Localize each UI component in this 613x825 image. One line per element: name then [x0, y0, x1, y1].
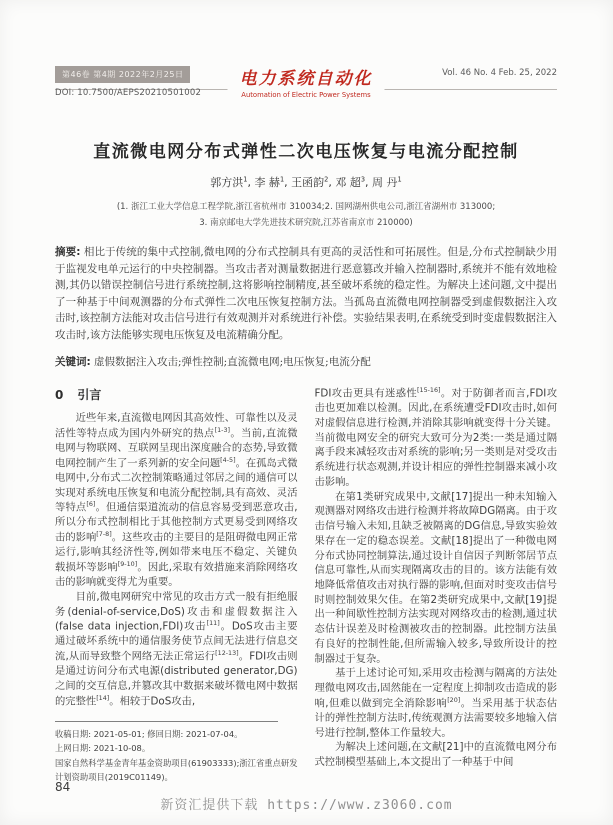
left-paragraphs	[55, 411, 298, 715]
author-affiliation-mark: 1	[243, 175, 248, 184]
right-column	[315, 386, 558, 784]
section-heading	[55, 386, 298, 403]
citation-superscript: [14]	[96, 693, 110, 702]
citation-superscript: [4-5]	[220, 455, 236, 464]
citation-superscript: [15-16]	[417, 386, 441, 395]
citation-superscript: [7-8]	[96, 530, 112, 539]
keywords-label: 关键词:	[55, 355, 91, 368]
paper-title: 直流微电网分布式弹性二次电压恢复与电流分配控制	[93, 142, 519, 162]
page-number: 84	[55, 780, 71, 794]
header-left	[55, 62, 201, 98]
abstract-text: 相比于传统的集中式控制,微电网的分布式控制具有更高的灵活性和可拓展性。但是,分布式控制缺少用于监视发电单元运行的中央控制器。当攻击者对测量数据进行恶意篡改并输入控制器时,系统并不能有效地检测,其仍以错误控制信号进行系统控制,这将影响控制精度,甚至破坏系统的稳定性。为解决上述问题,文中提出了一种基于中间观测器的分布式弹性二次电压恢复控制方法。当孤岛直流微电网控制器受到虚假数据注入攻击时,该控制方法能对攻击信号进行有效观测并对系统进行补偿。实验结果表明,在系统受到时变虚假数据注入攻击时,该方法能够实现电压恢复及电流精确分配。	[55, 246, 557, 341]
watermark: 新资汇提供下载 https://www.z3060.com	[160, 798, 453, 813]
author-name: 王函韵	[291, 176, 325, 189]
citation-superscript: [11]	[206, 619, 220, 628]
body-paragraph: 基于上述讨论可知,采用攻击检测与隔离的方法处理微电网攻击,固然能在一定程度上抑制攻击造成的影响,但难以做到完全消除影响[20]。当采用基于状态估计的弹性控制方法时,传统观测方法需要较多地输入信号进行控制,整体工作量较大。	[314, 667, 557, 739]
body-paragraph: 近些年来,直流微电网因其高效性、可靠性以及灵活性等特点成为国内外研究的热点[1-3]。当前,直流微电网与物联网、互联网呈现出深度融合的态势,导致微电网控制产生了一系列新的安全问题[4-5]。在孤岛式微电网中,分布式二次控制策略通过邻居之间的通信可以实现对系统电压恢复和电流分配控制,具有高效、灵活等特点[6]。但通信渠道流动的信息容易受到恶意攻击,所以分布式控制相比于其他控制方式更易受到网络攻击的影响[7-8]。这些攻击的主要目的是阻碍微电网正常运行,影响其经济性等,例如带来电压不稳定、关键负载损坏等影响[9-10]。因此,采取有效措施来消除网络攻击的影响就变得尤为重要。	[55, 412, 298, 589]
citation-superscript: [1-3]	[214, 425, 231, 434]
footnote-rule	[55, 721, 278, 722]
footnote-line: 国家自然科学基金青年基金资助项目(61903333);浙江省重点研发计划资助项目(2019C01149)。	[55, 757, 298, 782]
journal-name-en: Automation of Electric Power Systems	[241, 91, 371, 99]
abstract-label: 摘要:	[55, 246, 81, 259]
left-column	[55, 386, 298, 784]
body-columns	[55, 386, 557, 784]
citation-superscript: [12-13]	[215, 649, 239, 658]
author-name: 周 丹	[372, 176, 398, 189]
journal-header	[55, 62, 557, 110]
author-affiliation-mark: 2	[324, 175, 329, 184]
page-content	[55, 62, 557, 784]
body-paragraph: 为解决上述问题,在文献[21]中的直流微电网分布式控制模型基础上,本文提出了一种基于中间	[314, 741, 557, 768]
footnote	[55, 721, 298, 784]
abstract	[55, 244, 557, 343]
author-name: 邓 超	[335, 176, 361, 189]
author-affiliation-mark: 3	[360, 175, 366, 184]
author-name: 李 赫	[254, 176, 280, 189]
author-line: 郭方洪$^1$, 李 赫$^1$, 王函韵$^2$, 邓 超$^3$, 周 丹$^1$	[210, 175, 402, 189]
author-affiliation-mark: 1	[397, 175, 402, 184]
section-title: 引言	[77, 388, 102, 403]
footnote-line: 上网日期: 2021-10-08。	[55, 743, 151, 754]
doi: DOI: 10.7500/AEPS20210501002	[55, 88, 202, 98]
keywords	[55, 354, 557, 370]
issue-info: 第46卷 第4期 2022年2月25日	[55, 66, 190, 83]
author-name: 郭方洪	[210, 176, 244, 189]
citation-superscript: [6]	[86, 500, 96, 509]
footnote-line: 收稿日期: 2021-05-01; 修回日期: 2021-07-04。	[55, 729, 243, 740]
right-paragraphs	[315, 386, 558, 784]
journal-name-cn: 电力系统自动化	[239, 69, 373, 89]
body-paragraph: 在第1类研究成果中,文献[17]提出一种未知输入观测器对网络攻击进行检测并将故障DG隔离。由于攻击信号输入未知,且缺乏被隔离的DG信息,导致实验效果存在一定的稳态误差。文献[18]提出了一种微电网分布式协同控制算法,通过设计自信因子判断邻居节点信息可靠性,从而实现隔离攻击的目的。该方法能有效地降低常值攻击对执行器的影响,但面对时变攻击信号时则控制效果欠佳。在第2类研究成果中,文献[19]提出一种间歇性控制方法实现对网络攻击的检测,通过状态估计误差及时检测被攻击的控制器。此控制方法虽有良好的控制性能,但所需输入较多,导致所设计的控制器过于复杂。	[314, 490, 557, 665]
body-paragraph: FDI攻击更具有迷惑性[15-16]。对于防御者而言,FDI攻击也更加难以检测。因此,在系统遭受FDI攻击时,如何对虚假信息进行检测,并消除其影响就变得十分关键。当前微电网安全的研究大致可分为2类:一类是通过隔离手段来减轻攻击对系统的影响;另一类则是对受攻击系统进行状态观测,并设计相应的弹性控制器来减小攻击影响。	[314, 386, 557, 488]
affiliations	[55, 199, 557, 231]
volume-info: Vol. 46 No. 4 Feb. 25, 2022	[442, 68, 557, 78]
citation-superscript: [9-10]	[117, 560, 138, 569]
affiliation-line: 3. 南京邮电大学先进技术研究院,江苏省南京市 210000)	[199, 218, 413, 229]
author-affiliation-mark: 1	[279, 175, 285, 184]
affiliation-line: (1. 浙江工业大学信息工程学院,浙江省杭州市 310034;2. 国网湖州供电公司,浙江省湖州市 313000;	[116, 202, 496, 212]
body-paragraph: 目前,微电网研究中常见的攻击方式一般有拒绝服务(denial-of-service,DoS)攻击和虚假数据注入(false data injection,FDI)攻击[11]。DoS攻击主要通过破坏系统中的通信服务使节点间无法进行信息交流,从而导致整个网络无法正常运行[12-13]。FDI攻击则是通过访问分布式电源(distributed generator,DG)之间的交互信息,并篡改其中数据来破坏微电网中数据的完整性[14]。相较于DoS攻击,	[55, 590, 298, 708]
journal-logo	[228, 64, 385, 99]
section-number: 0	[55, 388, 64, 403]
citation-superscript: [20]	[447, 695, 461, 704]
keywords-text: 虚假数据注入攻击;弹性控制;直流微电网;电压恢复;电流分配	[94, 355, 371, 368]
